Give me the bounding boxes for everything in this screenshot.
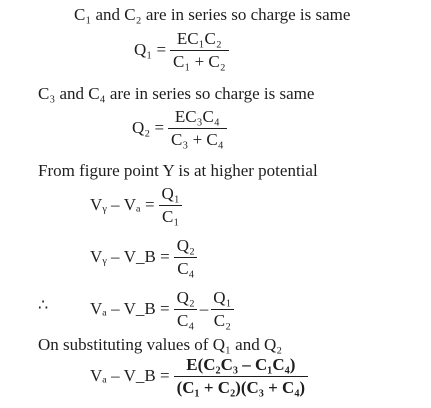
statement-series-c1-c2: C₁ and C₂ are in series so charge is same xyxy=(74,5,351,24)
equation-va-vb-fraction-1 xyxy=(174,289,198,330)
equation-vy-vb xyxy=(90,237,198,278)
therefore-symbol: ∴ xyxy=(38,297,49,314)
equation-vy-vb-fraction xyxy=(174,237,198,278)
equation-vy-va-lhs: Vᵧ – Vₐ = xyxy=(90,195,155,215)
equation-q1-numerator: EC₁C₂ xyxy=(176,29,222,48)
equation-vy-vb-numerator: Q₂ xyxy=(176,236,195,255)
equation-final xyxy=(90,356,308,397)
equation-final-fraction xyxy=(174,356,309,397)
equation-vy-va-numerator: Q₁ xyxy=(161,184,180,203)
equation-vy-vb-denominator: C₄ xyxy=(174,257,197,278)
statement-series-c3-c4: C₃ and C₄ are in series so charge is same xyxy=(38,84,315,103)
equation-vy-va-fraction xyxy=(159,185,183,226)
equation-q1-fraction xyxy=(170,30,229,71)
equation-q2 xyxy=(132,108,227,149)
equation-q1 xyxy=(134,30,229,71)
equation-q2-lhs: Q₂ = xyxy=(132,118,165,138)
equation-va-vb-fraction-2 xyxy=(210,289,234,330)
equation-final-lhs: Vₐ – V_B = xyxy=(90,366,170,386)
equation-va-vb-denominator-1: C₄ xyxy=(174,309,197,330)
equation-q2-numerator: EC₃C₄ xyxy=(174,107,220,126)
equation-va-vb-denominator-2: C₂ xyxy=(211,309,234,330)
equation-final-numerator: E(C₂C₃ – C₁C₄) xyxy=(186,355,296,374)
equation-q2-fraction xyxy=(168,108,227,149)
minus-operator: – xyxy=(199,299,209,319)
statement-higher-potential: From figure point Y is at higher potential xyxy=(38,161,318,180)
equation-va-vb xyxy=(90,289,235,330)
equation-va-vb-lhs: Vₐ – V_B = xyxy=(90,299,170,319)
equation-vy-va-denominator: C₁ xyxy=(159,205,182,226)
equation-q1-denominator: C₁ + C₂ xyxy=(170,50,229,71)
equation-q2-denominator: C₃ + C₄ xyxy=(168,128,227,149)
equation-va-vb-numerator-2: Q₁ xyxy=(213,288,232,307)
statement-substituting: On substituting values of Q₁ and Q₂ xyxy=(38,335,283,354)
equation-vy-va xyxy=(90,185,183,226)
equation-va-vb-numerator-1: Q₂ xyxy=(176,288,195,307)
equation-vy-vb-lhs: Vᵧ – V_B = xyxy=(90,247,170,267)
equation-q1-lhs: Q₁ = xyxy=(134,40,167,60)
equation-final-denominator: (C₁ + C₂)(C₃ + C₄) xyxy=(174,376,309,397)
